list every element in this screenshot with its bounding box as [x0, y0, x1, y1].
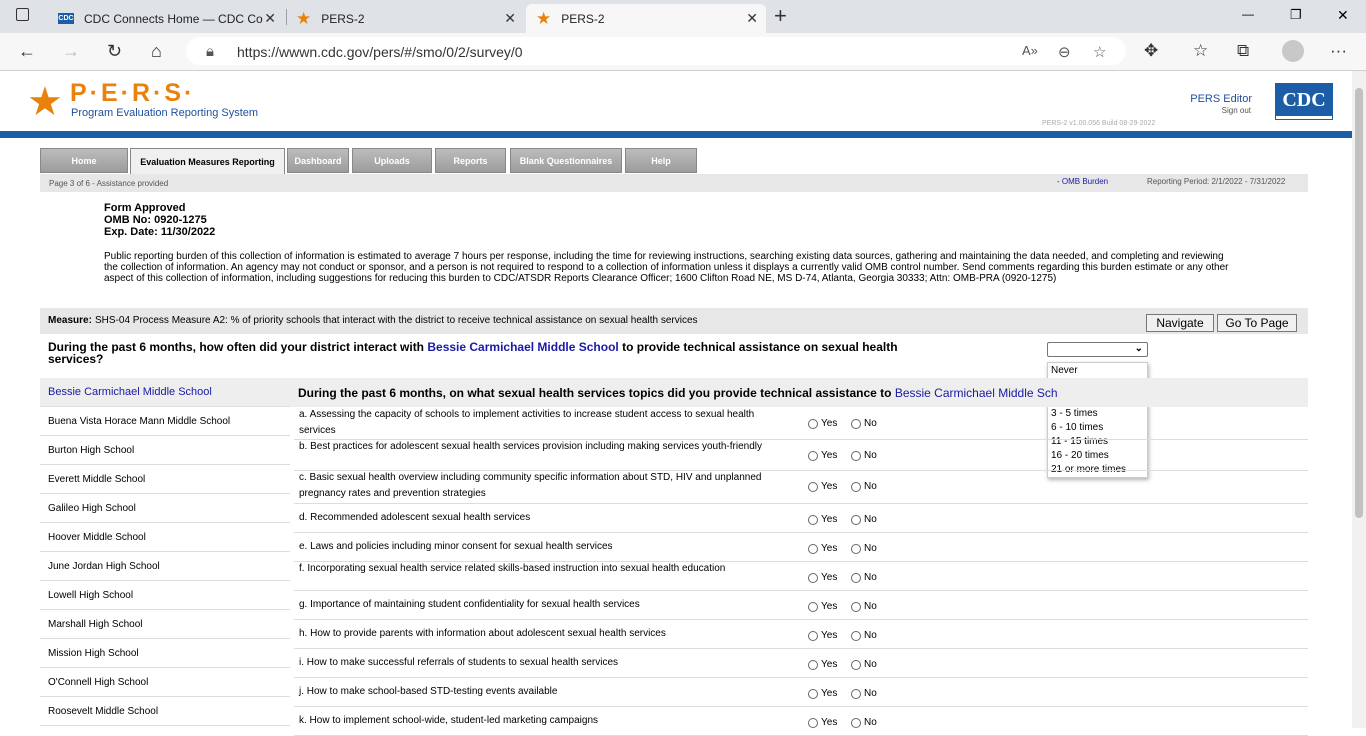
forward-arrow-icon[interactable]: → — [62, 41, 80, 61]
question-text: During the past 6 months, how often did your district interact with — [48, 340, 428, 354]
no-radio[interactable] — [851, 601, 877, 612]
topic-text: j. How to make school-based STD-testing events available — [299, 686, 558, 697]
cdc-favicon-icon: CDC — [58, 15, 74, 22]
radio-circle-icon — [808, 573, 818, 583]
yes-radio[interactable] — [808, 514, 837, 525]
star-favicon-icon: ★ — [536, 8, 552, 28]
version-text: PERS-2 v1.00.056 Build 08-29-2022 — [1042, 120, 1156, 127]
no-radio[interactable] — [851, 514, 877, 525]
reporting-period: Reporting Period: 2/1/2022 - 7/31/2022 — [1147, 177, 1286, 186]
go-to-page-button[interactable]: Go To Page — [1217, 314, 1297, 332]
school-list-item[interactable]: Hoover Middle School — [40, 523, 290, 552]
user-role-label: PERS Editor — [1190, 93, 1252, 105]
tab-pers-2-active[interactable] — [526, 4, 766, 33]
school-list-item[interactable]: Mission High School — [40, 639, 290, 668]
close-tab-icon[interactable]: ✕ — [746, 10, 758, 26]
tab-title: CDC Connects Home — CDC Co — [84, 11, 263, 26]
yes-radio[interactable] — [808, 688, 837, 699]
yes-label: Yes — [821, 572, 838, 583]
topic-row — [294, 561, 1308, 591]
frequency-question — [48, 341, 928, 365]
yes-label: Yes — [821, 450, 838, 461]
no-label: No — [864, 481, 877, 492]
home-icon[interactable]: ⌂ — [151, 41, 162, 61]
school-list-item[interactable]: Buena Vista Horace Mann Middle School — [40, 407, 290, 436]
url-field[interactable] — [186, 37, 1126, 65]
measure-text: SHS-04 Process Measure A2: % of priority schools that interact with the district to receive technical assistance on sexual health services — [95, 315, 698, 326]
topic-text: g. Importance of maintaining student confidentiality for sexual health services — [299, 599, 640, 610]
radio-circle-icon — [851, 631, 861, 641]
radio-circle-icon — [808, 602, 818, 612]
menu-reports[interactable]: Reports — [435, 148, 506, 173]
new-tab-button[interactable]: + — [774, 3, 787, 28]
radio-circle-icon — [808, 718, 818, 728]
no-label: No — [864, 659, 877, 670]
radio-circle-icon — [851, 482, 861, 492]
yes-label: Yes — [821, 418, 838, 429]
tab-title: PERS-2 — [561, 11, 605, 26]
no-radio[interactable] — [851, 543, 877, 554]
topic-row — [294, 407, 1308, 440]
menu-blank-questionnaires[interactable]: Blank Questionnaires — [510, 148, 622, 173]
option-3-5-times[interactable]: 3 - 5 times — [1051, 407, 1098, 419]
radio-circle-icon — [808, 631, 818, 641]
option-21-or-more-times[interactable]: 21 or more times — [1051, 464, 1127, 476]
frequency-select[interactable] — [1047, 342, 1148, 357]
topic-row — [294, 470, 1308, 504]
zoom-icon[interactable]: ⊖ — [1058, 44, 1071, 61]
favorites-icon[interactable]: ☆ — [1193, 41, 1209, 60]
no-radio[interactable] — [851, 688, 877, 699]
yes-radio[interactable] — [808, 717, 837, 728]
radio-circle-icon — [851, 419, 861, 429]
yes-radio[interactable] — [808, 418, 837, 429]
sign-out-link[interactable]: Sign out — [1221, 106, 1251, 115]
topic-row — [294, 503, 1308, 533]
radio-circle-icon — [808, 482, 818, 492]
topic-row — [294, 619, 1308, 649]
close-tab-icon[interactable]: ✕ — [264, 10, 276, 26]
more-menu-icon[interactable]: ··· — [1330, 41, 1347, 60]
question-text-end: to provide technical assistance on sexual health services? — [48, 340, 898, 366]
no-label: No — [864, 688, 877, 699]
radio-circle-icon — [808, 515, 818, 525]
form-approved: Form Approved — [104, 202, 186, 214]
school-list-item[interactable]: Marshall High School — [40, 610, 290, 639]
close-tab-icon[interactable]: ✕ — [504, 10, 516, 26]
no-label: No — [864, 601, 877, 612]
topic-text: d. Recommended adolescent sexual health services — [299, 512, 531, 523]
radio-circle-icon — [808, 419, 818, 429]
refresh-icon[interactable]: ↻ — [107, 41, 123, 61]
radio-circle-icon — [851, 515, 861, 525]
chevron-down-icon: ⌄ — [1134, 343, 1143, 354]
page-info-bar — [40, 174, 1308, 192]
topic-row — [294, 439, 1308, 471]
radio-circle-icon — [851, 660, 861, 670]
tab-actions-icon[interactable] — [16, 8, 29, 21]
topic-row — [294, 677, 1308, 707]
yes-label: Yes — [821, 481, 838, 492]
browser-tab-bar — [0, 0, 1366, 33]
menu-home[interactable]: Home — [40, 148, 128, 173]
topic-text: e. Laws and policies including minor consent for sexual health services — [299, 541, 613, 552]
yes-label: Yes — [821, 659, 838, 670]
no-radio[interactable] — [851, 418, 877, 429]
yes-radio[interactable] — [808, 630, 837, 641]
pers-logo-title: P·E·R·S· — [70, 79, 196, 107]
lock-icon[interactable]: 🔒︎ — [206, 43, 214, 60]
page-indicator: Page 3 of 6 - Assistance provided — [49, 179, 169, 188]
radio-circle-icon — [808, 544, 818, 554]
burden-statement: Public reporting burden of this collection of information is estimated to average 7 hours per response, including the time for reviewing instructions, searching existing data sources, gathering and maintaining the data needed, and completing and reviewing the collection of information. An agency may not conduct or sponsor, and a person is not required to respond to a collection of information unless it displays a currently valid OMB control number. Send comments regarding this burden estimate or any other aspect of this collection of information, including suggestions for reducing this burden to CDC/ATSDR Reports Clearance Officer; 1600 Clifton Road NE, MS D-74, Atlanta, Georgia 30333; Attn: OMB-PRA (0920-1275) — [104, 251, 1229, 284]
favorite-star-icon[interactable]: ☆ — [1093, 44, 1107, 61]
yes-label: Yes — [821, 514, 838, 525]
topic-text: i. How to make successful referrals of students to sexual health services — [299, 657, 619, 668]
yes-radio[interactable] — [808, 450, 837, 461]
yes-radio[interactable] — [808, 572, 837, 583]
topic-text: f. Incorporating sexual health service related skills-based instruction into sexual health education — [299, 563, 726, 574]
radio-circle-icon — [851, 544, 861, 554]
table-header-text: During the past 6 months, on what sexual health services topics did you provide technical assistance to Bessie Carmichael Middle Sch — [298, 386, 1058, 400]
menu-evaluation-measures-reporting[interactable]: Evaluation Measures Reporting — [130, 148, 285, 174]
yes-radio[interactable] — [808, 543, 837, 554]
tab-pers-2-first[interactable] — [288, 4, 524, 33]
no-radio[interactable] — [851, 481, 877, 492]
address-bar-row — [0, 33, 1366, 71]
no-radio[interactable] — [851, 659, 877, 670]
radio-circle-icon — [851, 602, 861, 612]
no-label: No — [864, 630, 877, 641]
option-16-20-times[interactable]: 16 - 20 times — [1051, 450, 1109, 462]
no-label: No — [864, 418, 877, 429]
question-school-link[interactable]: Bessie Carmichael Middle School — [427, 340, 619, 354]
no-label: No — [864, 450, 877, 461]
radio-circle-icon — [851, 451, 861, 461]
no-label: No — [864, 572, 877, 583]
profile-avatar[interactable] — [1282, 40, 1304, 62]
radio-circle-icon — [851, 718, 861, 728]
yes-label: Yes — [821, 630, 838, 641]
tab-cdc-connects[interactable] — [50, 4, 284, 33]
current-school-link[interactable]: Bessie Carmichael Middle School — [40, 378, 290, 407]
close-window-button[interactable]: ✕ — [1337, 7, 1349, 23]
expiration-date: Exp. Date: 11/30/2022 — [104, 226, 216, 238]
yes-label: Yes — [821, 601, 838, 612]
cdc-logo: CDC — [1276, 84, 1332, 119]
yes-label: Yes — [821, 717, 838, 728]
yes-radio[interactable] — [808, 481, 837, 492]
scrollbar-thumb[interactable] — [1355, 88, 1363, 518]
school-list-item[interactable]: Everett Middle School — [40, 465, 290, 494]
topic-text: k. How to implement school-wide, student-led marketing campaigns — [299, 715, 599, 726]
topic-row — [294, 590, 1308, 620]
option-11-15-times[interactable]: 11 - 15 times — [1051, 435, 1109, 447]
no-radio[interactable] — [851, 450, 877, 461]
school-list-item[interactable]: Burton High School — [40, 436, 290, 465]
topic-row — [294, 706, 1308, 736]
header-divider — [0, 131, 1352, 138]
url-text: https://wwwn.cdc.gov/pers/#/smo/0/2/survey/0 — [237, 44, 523, 60]
topic-text: b. Best practices for adolescent sexual health services provision including making services youth-friendly — [299, 441, 763, 452]
no-radio[interactable] — [851, 717, 877, 728]
measure-label: Measure: — [48, 315, 92, 326]
topic-text: a. Assessing the capacity of schools to implement activities to increase student access to sexual health services — [299, 409, 755, 436]
radio-circle-icon — [851, 573, 861, 583]
restore-button[interactable]: ❐ — [1290, 7, 1302, 22]
school-list-item[interactable]: June Jordan High School — [40, 552, 290, 581]
menu-help[interactable]: Help — [625, 148, 697, 173]
no-radio[interactable] — [851, 572, 877, 583]
minimize-button[interactable]: — — [1242, 7, 1254, 21]
collections-icon[interactable]: ⧉ — [1237, 41, 1250, 60]
yes-radio[interactable] — [808, 659, 837, 670]
yes-label: Yes — [821, 688, 838, 699]
no-radio[interactable] — [851, 630, 877, 641]
yes-radio[interactable] — [808, 601, 837, 612]
no-label: No — [864, 514, 877, 525]
topic-text: h. How to provide parents with information about adolescent sexual health services — [299, 628, 666, 639]
radio-circle-icon — [808, 689, 818, 699]
no-label: No — [864, 543, 877, 554]
topic-row — [294, 532, 1308, 562]
radio-circle-icon — [808, 451, 818, 461]
menu-uploads[interactable]: Uploads — [352, 148, 432, 173]
menu-dashboard[interactable]: Dashboard — [287, 148, 349, 173]
pers-logo-subtitle: Program Evaluation Reporting System — [71, 107, 259, 119]
topic-row — [294, 648, 1308, 678]
omb-number: OMB No: 0920-1275 — [104, 214, 207, 226]
topic-text: c. Basic sexual health overview including community specific information about STD, HIV and unplanned pregnancy rates and prevention strategies — [299, 472, 762, 499]
school-list-item[interactable]: O'Connell High School — [40, 668, 290, 697]
tab-title: PERS-2 — [321, 11, 365, 26]
radio-circle-icon — [851, 689, 861, 699]
extensions-icon[interactable]: ✥ — [1144, 41, 1159, 60]
yes-label: Yes — [821, 543, 838, 554]
measure-bar — [40, 308, 1308, 334]
school-list-item[interactable]: Roosevelt Middle School — [40, 697, 290, 726]
option-never[interactable]: Never — [1051, 365, 1078, 376]
option-6-10-times[interactable]: 6 - 10 times — [1051, 421, 1104, 433]
read-aloud-icon[interactable]: A» — [1022, 43, 1038, 58]
no-label: No — [864, 717, 877, 728]
omb-burden-link[interactable]: - OMB Burden — [1057, 177, 1109, 186]
star-favicon-icon: ★ — [296, 8, 312, 28]
pers-star-icon: ★ — [27, 80, 63, 124]
back-arrow-icon[interactable]: ← — [18, 41, 36, 61]
radio-circle-icon — [808, 660, 818, 670]
school-list-item[interactable]: Galileo High School — [40, 494, 290, 523]
school-list-item[interactable]: Lowell High School — [40, 581, 290, 610]
navigate-button[interactable]: Navigate — [1146, 314, 1214, 332]
